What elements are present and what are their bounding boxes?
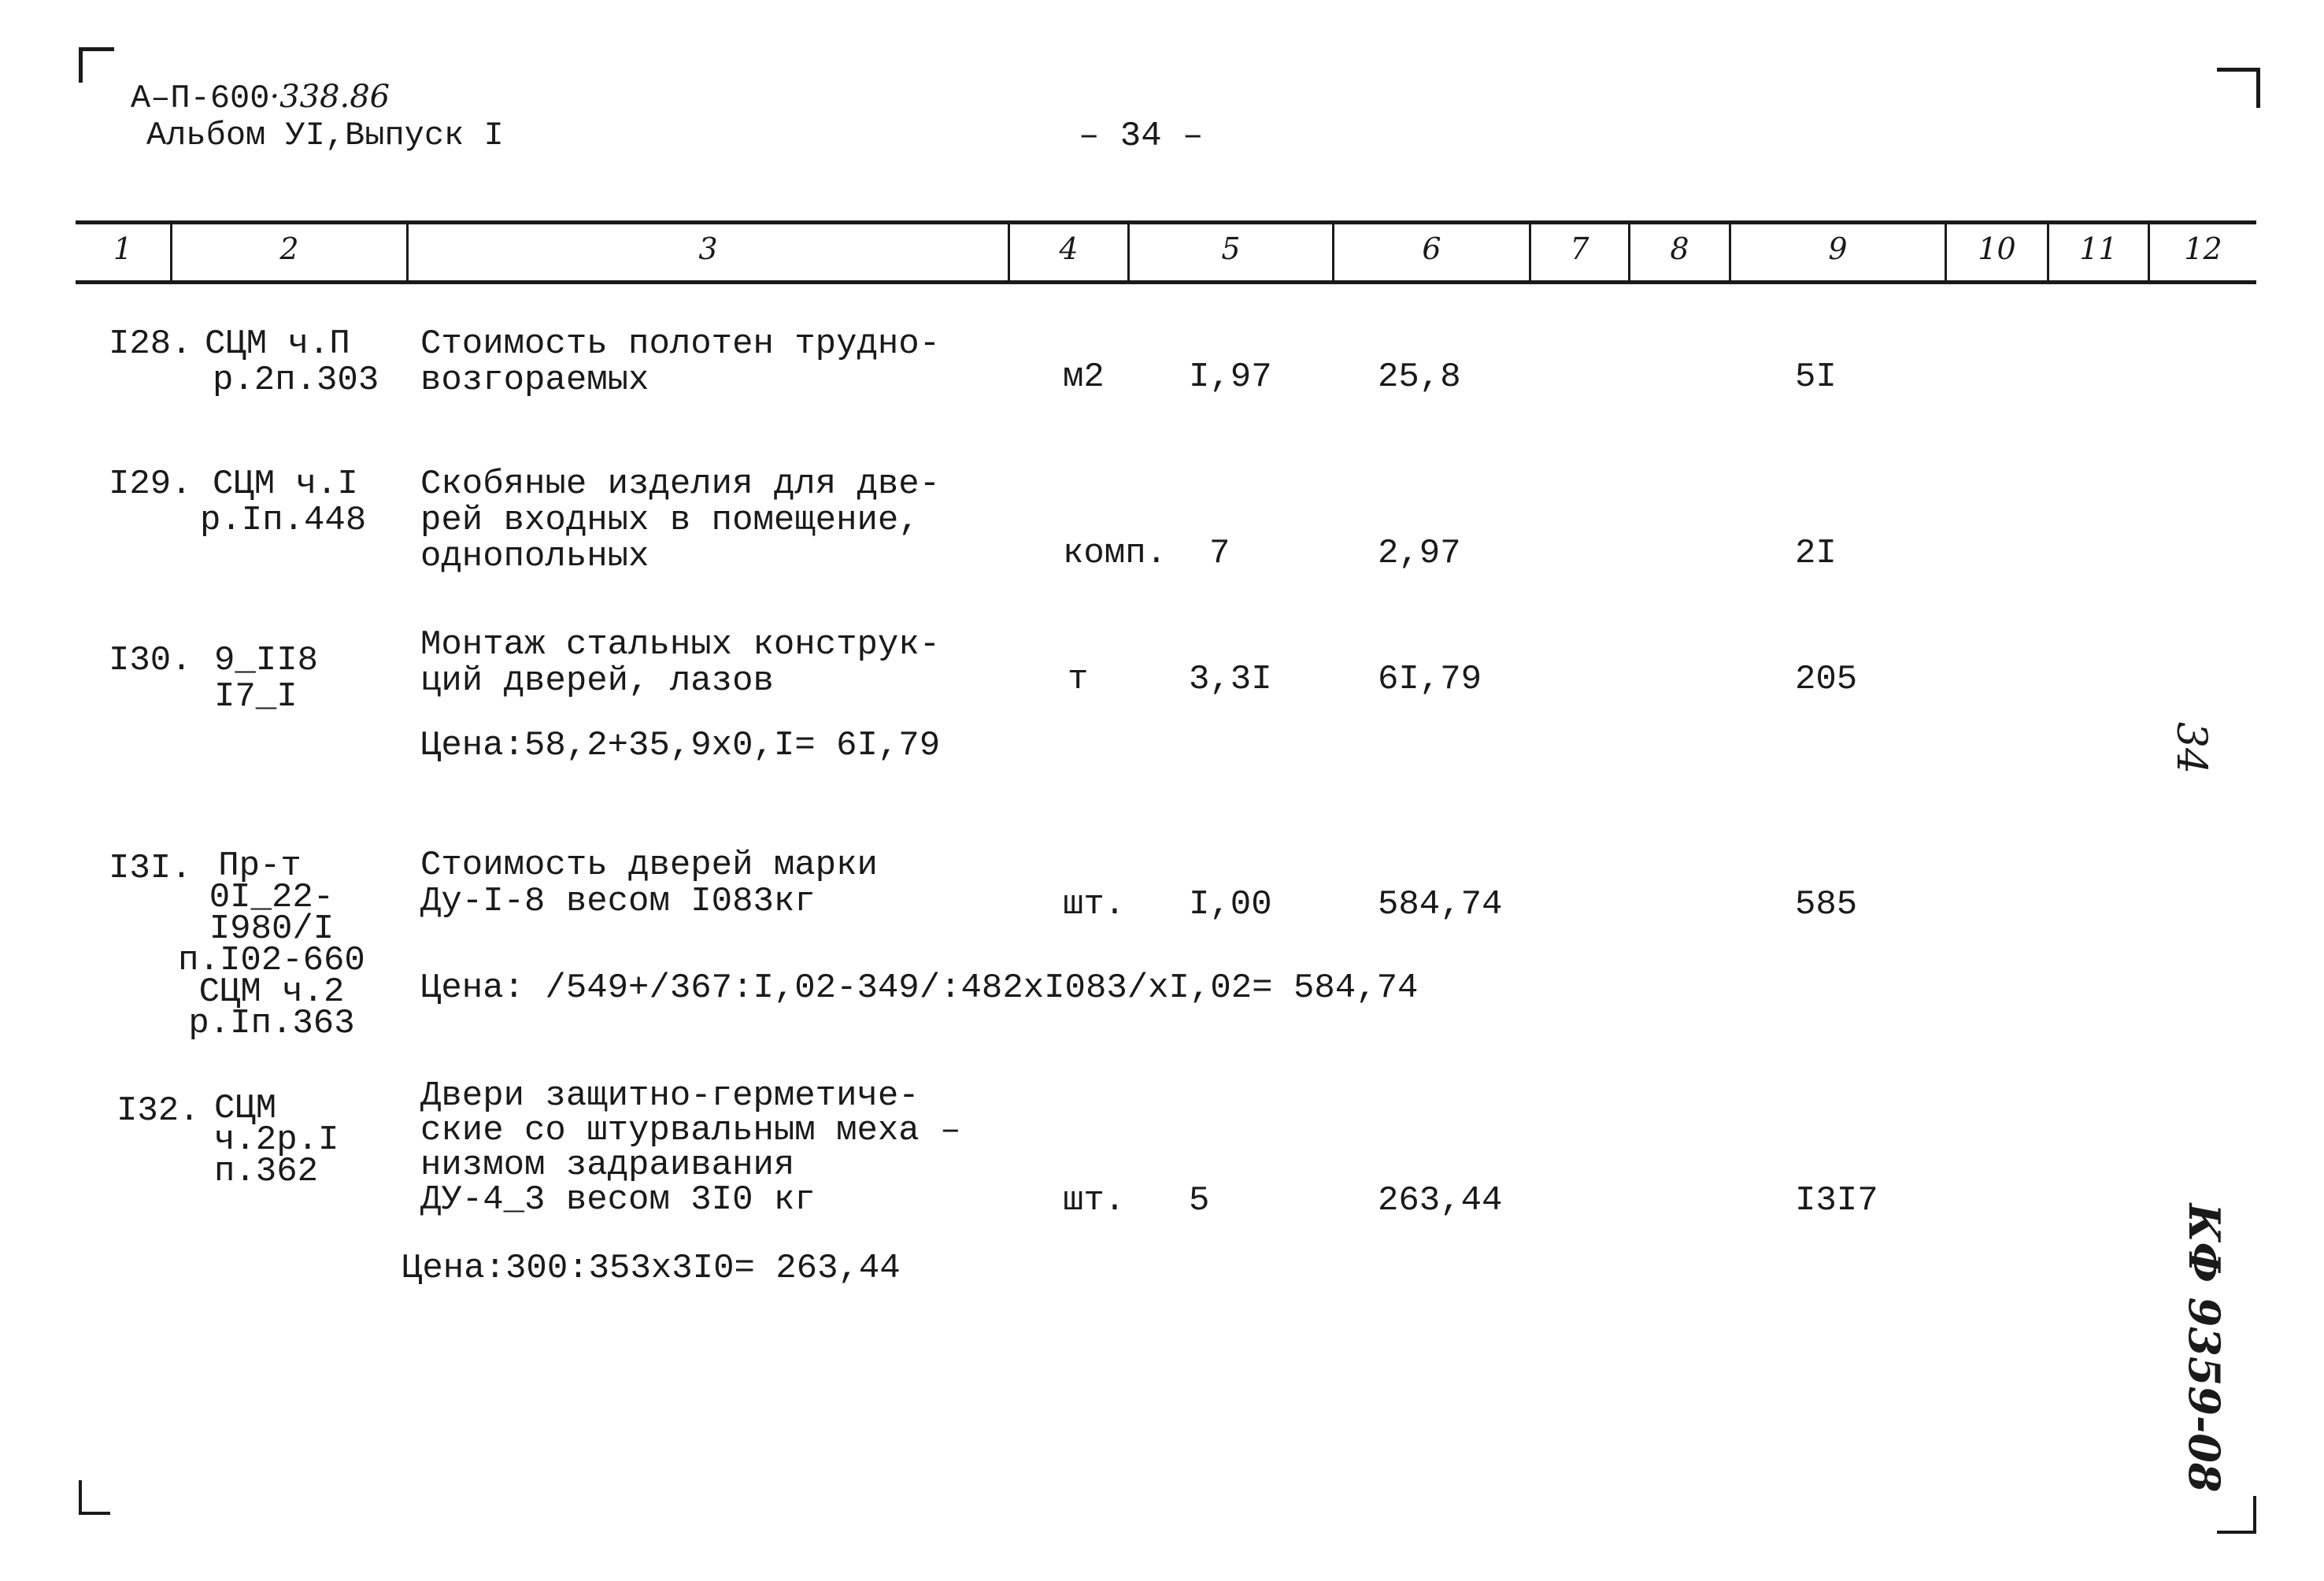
row-price: 25,8 <box>1378 357 1461 397</box>
row-quantity: I,00 <box>1189 885 1272 924</box>
row-total: 5I <box>1795 357 1837 397</box>
row-source <box>214 642 318 715</box>
row-price-formula: Цена:300:353х3I0= 263,44 <box>402 1249 901 1288</box>
row-description <box>420 847 878 920</box>
row-number: I30. <box>109 641 192 680</box>
row-source <box>205 326 379 398</box>
source-line: р.2п.303 <box>213 361 379 400</box>
column-number-10: 10 <box>1978 231 2016 266</box>
row-unit: шт. <box>1063 885 1126 924</box>
row-quantity: 5 <box>1189 1181 1210 1220</box>
row-price: 6I,79 <box>1378 660 1482 699</box>
row-source <box>214 1089 339 1191</box>
column-number-3: 3 <box>698 231 718 266</box>
row-price-formula: Цена:58,2+35,9х0,I= 6I,79 <box>420 726 941 765</box>
description-line: Стоимость дверей марки <box>420 846 878 885</box>
row-number: I29. <box>109 465 192 504</box>
column-number-12: 12 <box>2184 231 2222 266</box>
column-number-1: 1 <box>113 231 133 266</box>
row-number: I32. <box>117 1091 200 1131</box>
row-description <box>420 326 940 398</box>
description-line: Стоимость полотен трудно- <box>420 324 941 364</box>
source-line: п.362 <box>214 1152 319 1191</box>
column-number-5: 5 <box>1221 231 1241 266</box>
description-line: Двери защитно-герметиче- <box>420 1076 920 1116</box>
row-total: I3I7 <box>1795 1181 1878 1220</box>
column-number-11: 11 <box>2079 231 2118 266</box>
corner-mark-top-right <box>2217 68 2260 108</box>
row-source <box>173 846 370 1043</box>
source-line: ч.2р.I <box>214 1120 339 1160</box>
description-line: Скобяные изделия для две- <box>420 465 941 504</box>
row-unit: комп. <box>1063 534 1168 573</box>
row-price-formula: Цена: /549+/367:I,02-349/:482хI083/хI,02= 584,74 <box>420 968 1419 1008</box>
row-description <box>420 466 940 575</box>
source-line: СЦМ ч.П <box>205 324 350 364</box>
column-number-4: 4 <box>1059 231 1079 266</box>
table-header-bottom-rule <box>76 280 2256 284</box>
row-total: 205 <box>1795 660 1858 699</box>
row-unit: шт. <box>1063 1181 1126 1220</box>
row-total: 2I <box>1795 534 1837 573</box>
description-line: Ду-I-8 весом I083кг <box>420 882 816 921</box>
page-number: – 34 – <box>1079 117 1204 156</box>
album-title: Альбом УI,Выпуск I <box>146 117 504 154</box>
source-line: 9_II8 <box>214 641 319 680</box>
column-number-6: 6 <box>1422 231 1441 266</box>
row-quantity: 7 <box>1209 534 1230 573</box>
row-price: 584,74 <box>1378 885 1503 924</box>
row-quantity: I,97 <box>1189 357 1272 397</box>
source-line: п.I02-660 <box>178 941 365 980</box>
corner-mark-bottom-left <box>79 1480 110 1515</box>
source-line: I7_I <box>214 677 298 716</box>
column-number-2: 2 <box>279 231 299 266</box>
row-total: 585 <box>1795 885 1858 924</box>
description-line: ций дверей, лазов <box>420 661 774 701</box>
description-line: рей входных в помещение, <box>420 501 920 540</box>
source-line: р.Iп.448 <box>200 501 367 540</box>
source-line: Пр-т <box>218 846 302 886</box>
margin-stamp-code: КФ 9359-08 <box>2179 1203 2230 1493</box>
corner-mark-top-left <box>79 47 114 83</box>
margin-page-number: 34 <box>2167 721 2215 775</box>
column-number-7: 7 <box>1570 231 1589 266</box>
row-quantity: 3,3I <box>1189 660 1272 699</box>
row-price: 263,44 <box>1378 1181 1503 1220</box>
document-code-handwritten: ·338.86 <box>269 79 390 115</box>
source-line: I980/I <box>209 909 335 949</box>
description-line: возгораемых <box>420 361 649 400</box>
row-price: 2,97 <box>1378 534 1461 573</box>
description-line: ские со штурвальным меха – <box>420 1111 961 1150</box>
row-unit: т <box>1068 660 1089 699</box>
row-description <box>420 1076 961 1220</box>
document-code <box>131 79 390 117</box>
description-line: ДУ-4_3 весом 3I0 кг <box>420 1180 816 1220</box>
description-line: Монтаж стальных конструк- <box>420 625 941 665</box>
table-top-rule <box>76 220 2256 224</box>
column-number-9: 9 <box>1828 231 1848 266</box>
description-line: однопольных <box>420 537 649 576</box>
row-description <box>420 627 940 699</box>
document-code-text: А–П-600 <box>131 80 270 117</box>
source-line: СЦМ ч.I <box>213 465 358 504</box>
row-number: I28. <box>109 324 192 364</box>
source-line: р.Iп.363 <box>188 1004 355 1043</box>
row-source <box>200 465 367 540</box>
source-line: СЦМ ч.2 <box>198 972 345 1012</box>
row-unit: м2 <box>1063 357 1105 397</box>
source-line: СЦМ <box>214 1089 277 1128</box>
description-line: низмом задраивания <box>420 1146 795 1185</box>
row-number: I3I. <box>109 849 192 888</box>
column-number-8: 8 <box>1670 231 1689 266</box>
source-line: 0I_22- <box>209 878 335 917</box>
